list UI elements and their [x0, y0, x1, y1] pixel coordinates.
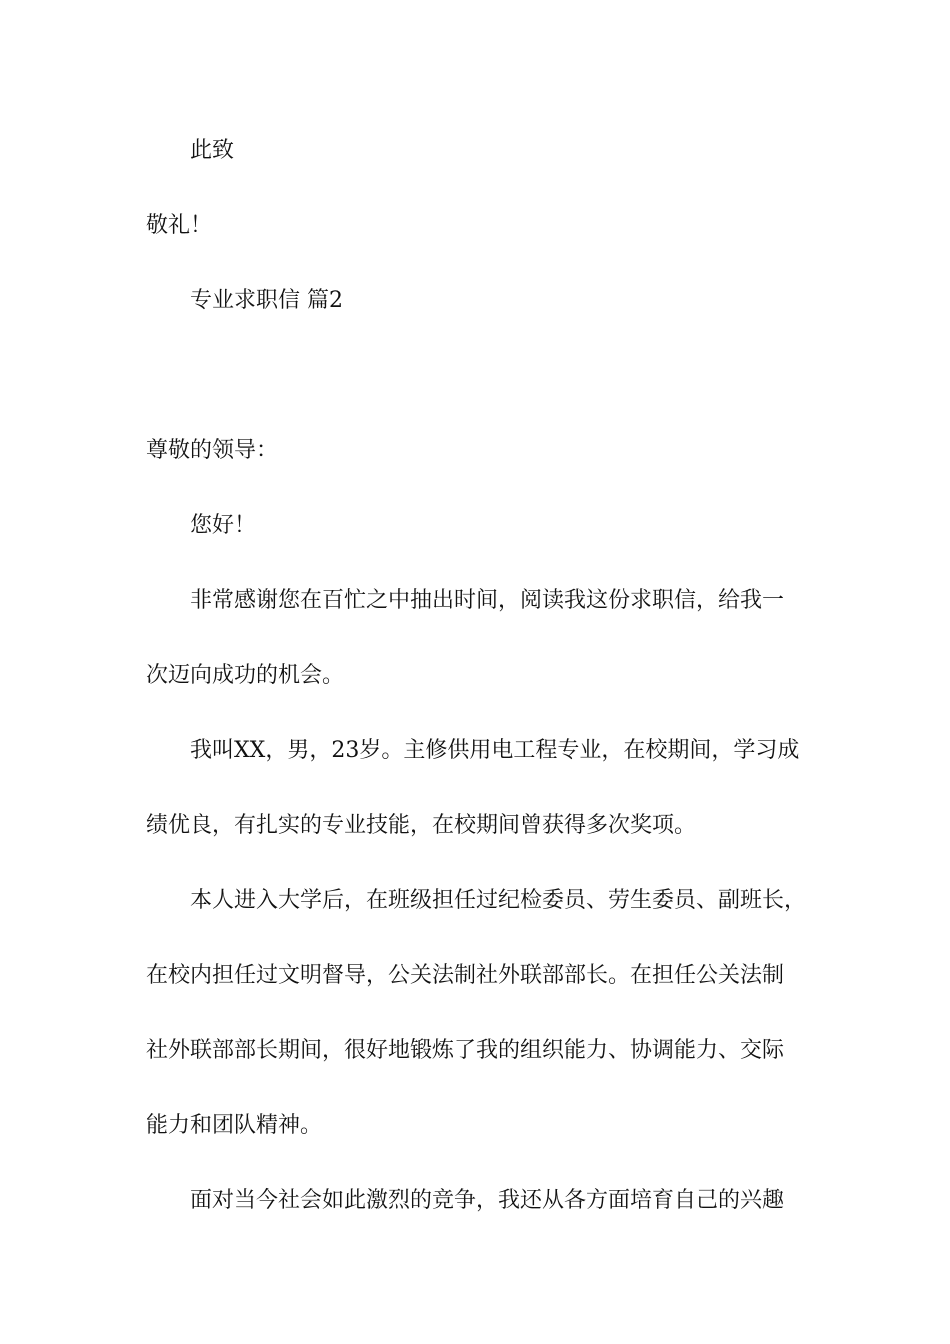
closing-line-1: 此致 [190, 138, 235, 163]
paragraph-2-line-1: 我叫XX，男，23岁。主修供用电工程专业，在校期间，学习成 [190, 738, 800, 763]
paragraph-3-line-1: 本人进入大学后，在班级担任过纪检委员、劳生委员、副班长， [190, 888, 807, 913]
paragraph-2-line-2: 绩优良，有扎实的专业技能，在校期间曾获得多次奖项。 [146, 813, 697, 838]
section-heading: 专业求职信 篇2 [190, 288, 343, 313]
paragraph-4-line-1: 面对当今社会如此激烈的竞争，我还从各方面培育自己的兴趣 [190, 1188, 785, 1213]
paragraph-3-line-4: 能力和团队精神。 [146, 1113, 323, 1138]
salutation: 尊敬的领导： [146, 438, 279, 463]
paragraph-3-line-2: 在校内担任过文明督导，公关法制社外联部部长。在担任公关法制 [146, 963, 785, 988]
paragraph-1-line-1: 非常感谢您在百忙之中抽出时间，阅读我这份求职信，给我一 [190, 588, 785, 613]
paragraph-1-line-2: 次迈向成功的机会。 [146, 663, 345, 688]
greeting: 您好！ [190, 513, 257, 538]
paragraph-3-line-3: 社外联部部长期间，很好地锻炼了我的组织能力、协调能力、交际 [146, 1038, 785, 1063]
closing-line-2: 敬礼！ [146, 213, 213, 238]
